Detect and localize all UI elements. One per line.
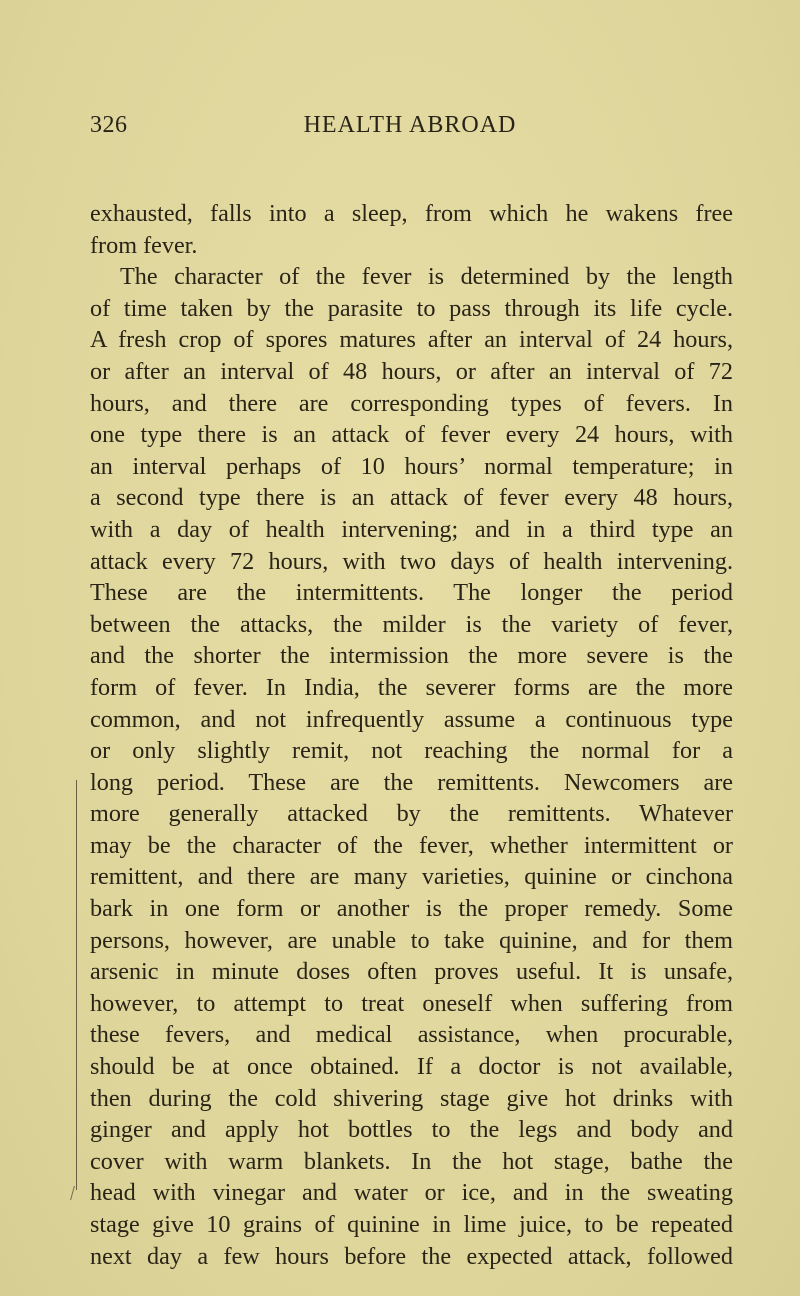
text-line: and the shorter the intermission the more severe is the — [90, 642, 733, 670]
body-text — [90, 198, 733, 1272]
text-line: these fevers, and medical assistance, when procurable, — [90, 1021, 733, 1049]
text-line: next day a few hours before the expected attack, followed — [90, 1242, 733, 1270]
text-line: remittent, and there are many varieties, quinine or cinchona — [90, 863, 733, 891]
text-line: between the attacks, the milder is the variety of fever, — [90, 610, 733, 638]
margin-pencil-mark — [76, 780, 78, 1190]
text-line: then during the cold shivering stage give hot drinks with — [90, 1084, 733, 1112]
margin-pencil-mark-tail — [70, 1186, 83, 1200]
page-number: 326 — [90, 112, 128, 138]
text-line: should be at once obtained. If a doctor is not available, — [90, 1053, 733, 1081]
text-line: or only slightly remit, not reaching the normal for a — [90, 737, 733, 765]
text-line: persons, however, are unable to take quinine, and for them — [90, 926, 733, 954]
text-line: from fever. — [90, 231, 198, 259]
text-line: may be the character of the fever, whether intermittent or — [90, 831, 733, 859]
text-line: ginger and apply hot bottles to the legs and body and — [90, 1116, 733, 1144]
text-line: an interval perhaps of 10 hours’ normal temperature; in — [90, 452, 733, 480]
text-line: form of fever. In India, the severer forms are the more — [90, 673, 733, 701]
text-line: head with vinegar and water or ice, and in the sweating — [90, 1179, 733, 1207]
text-line: cover with warm blankets. In the hot stage, bathe the — [90, 1147, 733, 1175]
text-line: common, and not infrequently assume a continuous type — [90, 705, 733, 733]
text-line: arsenic in minute doses often proves useful. It is unsafe, — [90, 958, 733, 986]
text-line: however, to attempt to treat oneself when suffering from — [90, 989, 733, 1017]
text-line: or after an interval of 48 hours, or after an interval of 72 — [90, 357, 733, 385]
text-line: long period. These are the remittents. Newcomers are — [90, 768, 733, 796]
text-line: of time taken by the parasite to pass through its life cycle. — [90, 294, 733, 322]
text-line: exhausted, falls into a sleep, from which he wakens free — [90, 200, 733, 227]
text-line: bark in one form or another is the proper remedy. Some — [90, 895, 733, 923]
text-line: The character of the fever is determined by the length — [120, 263, 733, 291]
text-line: attack every 72 hours, with two days of health intervening. — [90, 547, 733, 575]
text-line: hours, and there are corresponding types of fevers. In — [90, 389, 733, 417]
running-head — [90, 112, 730, 142]
text-line: A fresh crop of spores matures after an interval of 24 hours, — [90, 326, 733, 354]
running-title: HEALTH ABROAD — [303, 112, 517, 138]
text-line: one type there is an attack of fever every 24 hours, with — [90, 421, 733, 449]
text-line: more generally attacked by the remittents. Whatever — [90, 800, 733, 828]
text-line: These are the intermittents. The longer the period — [90, 579, 733, 607]
text-line: a second type there is an attack of fever every 48 hours, — [90, 484, 733, 512]
text-line: stage give 10 grains of quinine in lime juice, to be repeated — [90, 1211, 733, 1238]
text-line: with a day of health intervening; and in a third type an — [90, 515, 733, 543]
